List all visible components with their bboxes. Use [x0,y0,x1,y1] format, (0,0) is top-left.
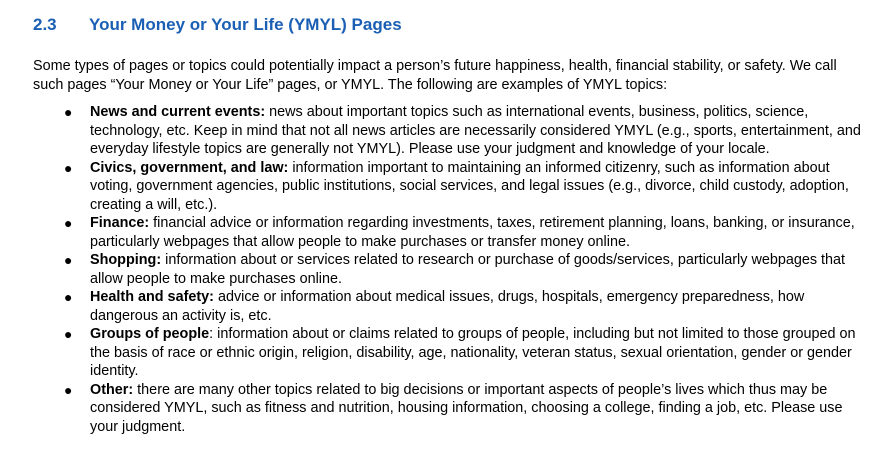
bullet-icon: ● [64,381,73,398]
topic-description: advice or information about medical issues, drugs, hospitals, emergency preparedness, how dangerous an activity is, etc. [90,289,805,324]
bullet-icon: ● [64,215,73,231]
topic-term: Shopping: [90,252,162,268]
list-item-news [33,103,869,159]
list-item-civics [33,159,869,215]
topic-term: Other: [90,381,134,398]
list-item-finance [33,214,869,251]
bullet-icon: ● [64,326,73,342]
topic-term: News and current events: [90,104,266,120]
list-item-shopping [33,251,869,288]
section-title: Your Money or Your Life (YMYL) Pages [89,15,402,34]
topic-description: information about or services related to research or purchase of goods/services, particularly webpages that allow people to make purchases online. [90,252,846,287]
bullet-icon: ● [64,104,73,120]
topic-term: Health and safety: [90,289,214,305]
ymyl-topics-list [33,103,869,436]
topic-term: Finance: [90,215,150,231]
topic-term: Civics, government, and law: [90,159,289,176]
bullet-icon: ● [64,159,73,176]
list-item-health-safety [33,288,869,325]
list-item-groups-of-people [33,325,869,381]
section-number: 2.3 [33,15,57,34]
topic-description: : information about or claims related to groups of people, including but not limited to those grouped on the basis of race or ethnic origin, religion, disability, age, nationality, veteran status, sexual orientation, gender or gender identity. [90,326,856,379]
bullet-icon: ● [64,289,73,305]
bullet-icon: ● [64,252,73,268]
topic-description: information important to maintaining an informed citizenry, such as information about voting, government agencies, public institutions, social services, and legal issues (e.g., divorce, child custody, adoption, creating a will, etc.). [90,159,849,213]
list-item-other [33,381,869,437]
section-heading [33,14,869,36]
topic-term: Groups of people [90,326,210,342]
topic-description: there are many other topics related to big decisions or important aspects of people’s lives which thus may be considered YMYL, such as fitness and nutrition, housing information, choosing a college, finding a job, etc. Please use your judgment. [90,381,843,435]
topic-description: financial advice or information regarding investments, taxes, retirement planning, loans, banking, or insurance, particularly webpages that allow people to make purchases or transfer money online. [90,215,855,250]
intro-paragraph: Some types of pages or topics could potentially impact a person’s future happiness, health, financial stability, or safety. We call such pages “Your Money or Your Life” pages, or YMYL. The following are examples of YMYL topics: [33,58,837,93]
topic-description: news about important topics such as international events, business, politics, science, technology, etc. Keep in mind that not all news articles are necessarily considered YMYL (e.g., sports, entertainment, and everyday lifestyle topics are generally not YMYL). Please use your judgment and knowledge of your locale. [90,104,861,157]
